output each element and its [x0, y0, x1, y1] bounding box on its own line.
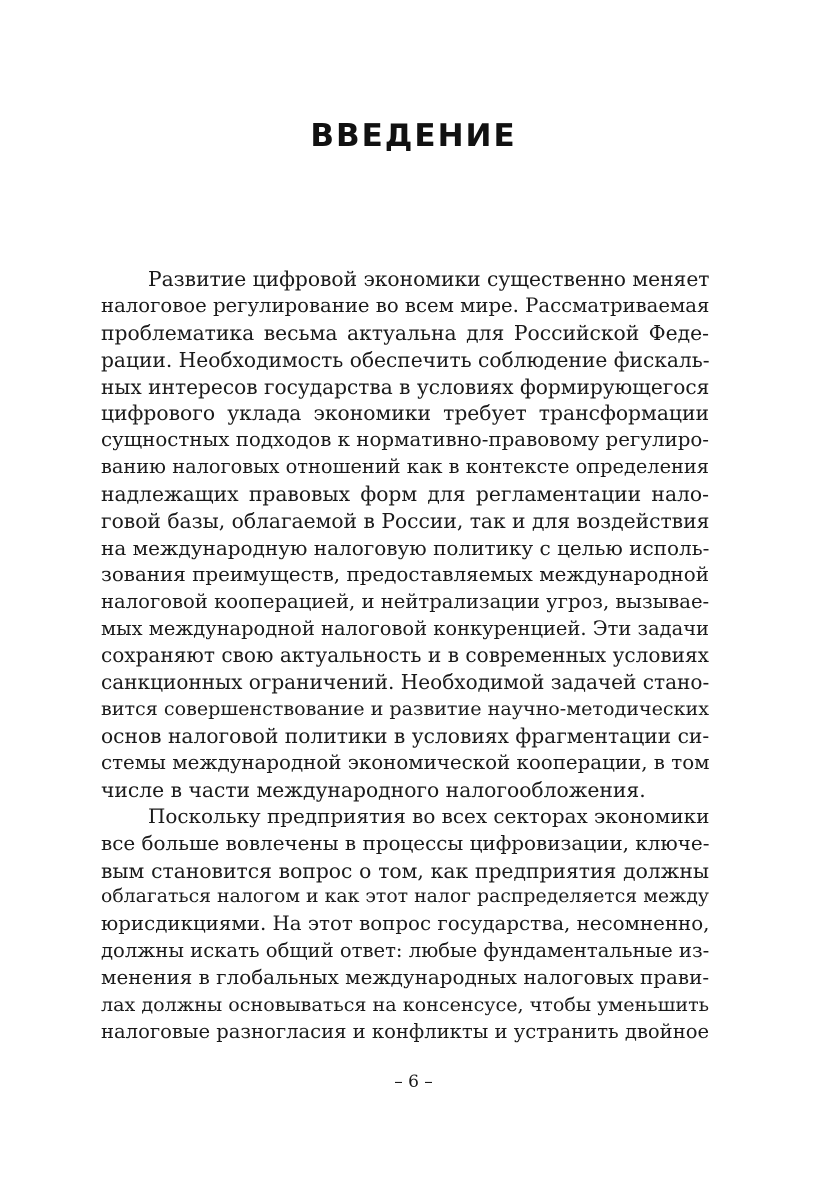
text-line: надлежащих правовых форм для регламентации нало-	[101, 482, 709, 507]
text-line: налоговое регулирование во всем мире. Рассматриваемая	[101, 293, 710, 317]
text-line: Развитие цифровой экономики существенно меняет	[148, 267, 710, 291]
text-line: числе в части международного налогообложения.	[101, 777, 646, 802]
body-text	[101, 266, 709, 1046]
text-line: рации. Необходимость обеспечить соблюдение фискаль-	[101, 347, 710, 372]
paragraph-2	[101, 804, 709, 1046]
page-number: – 6 –	[394, 1072, 433, 1092]
text-line: стемы международной экономической кооперации, в том	[101, 751, 710, 775]
text-line: ванию налоговых отношений как в контексте определения	[101, 455, 709, 479]
text-line: цифрового уклада экономики требует трансформации	[101, 401, 709, 426]
text-line: облагаться налогом и как этот налог распределяется между	[101, 886, 709, 908]
text-line: менения в глобальных международных налоговых прави-	[101, 966, 710, 990]
text-line: санкционных ограничений. Необходимой задачей стано-	[101, 670, 710, 695]
text-line: вится совершенствование и развитие научно-методических	[101, 697, 709, 721]
text-line: говой базы, облагаемой в России, так и для воздействия	[101, 509, 710, 534]
text-line: сохраняют свою актуальность и в современных условиях	[101, 643, 709, 668]
chapter-title: ВВЕДЕНИЕ	[310, 118, 517, 154]
text-line: зования преимуществ, предоставляемых международной	[101, 562, 709, 586]
text-line: налоговой кооперацией, и нейтрализации угроз, вызывае-	[101, 589, 710, 613]
text-line: ных интересов государства в условиях формирующегося	[101, 374, 710, 399]
text-line: должны искать общий ответ: любые фундаментальные из-	[101, 939, 710, 963]
text-line: на международную налоговую политику с целью исполь-	[101, 535, 710, 560]
paragraph-1	[101, 266, 709, 804]
text-line: лах должны основываться на консенсусе, чтобы уменьшить	[101, 993, 710, 1017]
text-line: сущностных подходов к нормативно-правовому регулиро-	[101, 428, 709, 452]
text-line: мых международной налоговой конкуренцией. Эти задачи	[101, 616, 709, 640]
text-line: проблематика весьма актуальна для Российской Феде-	[101, 320, 709, 345]
text-line: юрисдикциями. На этот вопрос государства, несомненно,	[101, 912, 710, 936]
text-line: налоговые разногласия и конфликты и устранить двойное	[101, 1019, 710, 1043]
text-line: все больше вовлечены в процессы цифровизации, ключе-	[101, 831, 710, 855]
text-line: основ налоговой политики в условиях фрагментации си-	[101, 724, 710, 749]
text-line: вым становится вопрос о том, как предприятия должны	[101, 858, 709, 883]
text-line: Поскольку предприятия во всех секторах экономики	[148, 804, 710, 828]
